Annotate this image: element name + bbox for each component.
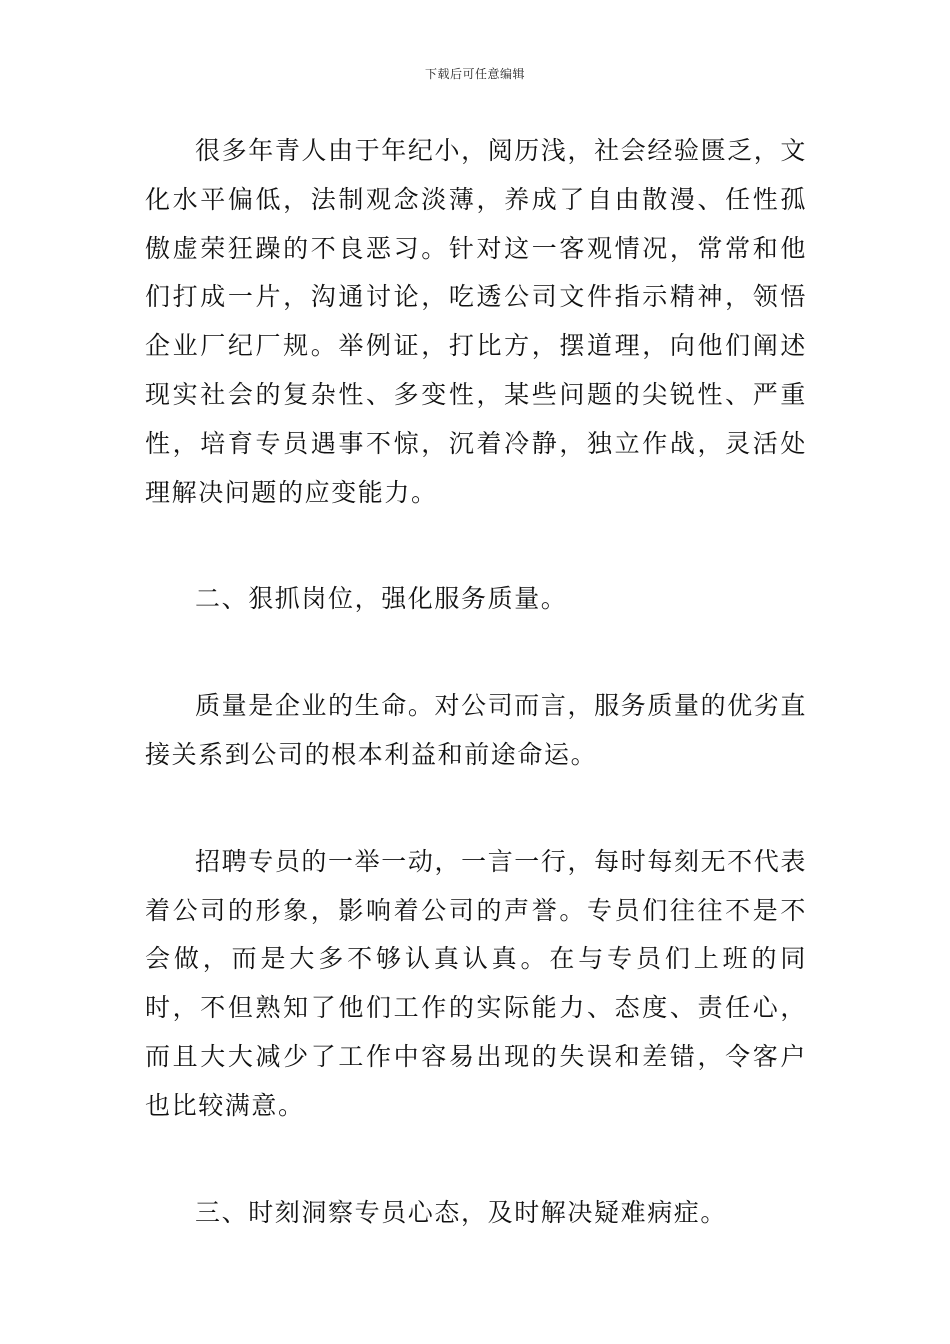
page-header: 下载后可任意编辑 [424,67,525,81]
paragraph-recruiters: 招聘专员的一举一动，一言一行，每时每刻无不代表着公司的形象，影响着公司的声誉。专员们往往不是不会做，而是大多不够认真认真。在与专员们上班的同时，不但熟知了他们工作的实际能力、态度、责任心，而且大大减少了工作中容易出现的失误和差错，令客户也比较满意。 [145,846,807,1120]
paragraph-spacer [145,624,807,682]
paragraph-spacer [145,780,807,838]
paragraph-quality: 质量是企业的生命。对公司而言，服务质量的优劣直接关系到公司的根本利益和前途命运。 [145,691,807,769]
section-heading-2: 二、狠抓岗位，强化服务质量。 [195,584,568,614]
paragraph-spacer [145,1131,807,1189]
document-body [145,127,807,1237]
section-heading-3: 三、时刻洞察专员心态，及时解决疑难病症。 [195,1197,728,1227]
paragraph-spacer [145,517,807,575]
paragraph-youth-training: 很多年青人由于年纪小，阅历浅，社会经验匮乏，文化水平偏低，法制观念淡薄，养成了自由散漫、任性孤傲虚荣狂躁的不良恶习。针对这一客观情况，常常和他们打成一片，沟通讨论，吃透公司文件指示精神，领悟企业厂纪厂规。举例证，打比方，摆道理，向他们阐述现实社会的复杂性、多变性，某些问题的尖锐性、严重性，培育专员遇事不惊，沉着冷静，独立作战，灵活处理解决问题的应变能力。 [145,136,807,507]
